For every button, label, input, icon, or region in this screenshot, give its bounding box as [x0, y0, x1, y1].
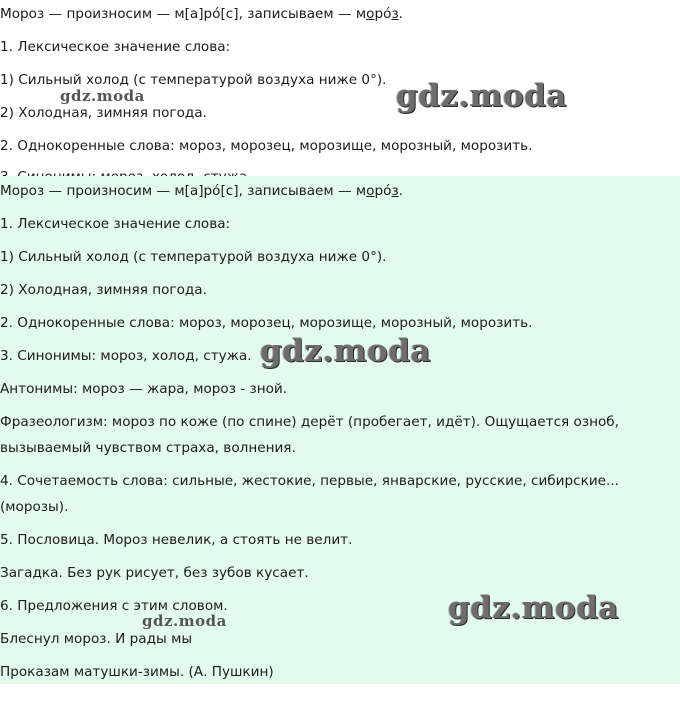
collocation-line: (морозы).	[0, 499, 69, 515]
riddle-line: Загадка. Без рук рисует, без зубов кусает.	[0, 565, 309, 581]
lexical-heading: 1. Лексическое значение слова:	[0, 39, 231, 55]
collocation-line: 4. Сочетаемость слова: сильные, жестокие, первые, январские, русские, сибирские...	[0, 473, 619, 489]
watermark-logo: gdz.moda	[260, 333, 431, 369]
pronunciation-line	[0, 4, 403, 24]
watermark-logo: gdz.moda	[60, 87, 145, 105]
lexical-heading: 1. Лексическое значение слова:	[0, 216, 231, 232]
meaning-1: 1) Сильный холод (с температурой воздуха ниже 0°).	[0, 249, 387, 265]
pronunciation-text: Мороз — произносим — м[а]ро́[с], записываем — м	[0, 183, 367, 199]
meaning-1: 1) Сильный холод (с температурой воздуха ниже 0°).	[0, 72, 387, 88]
idiom-line: вызываемый чувством страха, волнения.	[0, 440, 296, 456]
poem-line: Проказам матушки-зимы. (А. Пушкин)	[0, 664, 274, 680]
cognates-line: 2. Однокоренные слова: мороз, морозец, морозище, морозный, морозить.	[0, 315, 533, 331]
pronunciation-line	[0, 181, 403, 201]
watermark-logo: gdz.moda	[396, 78, 567, 114]
poem-line: Блеснул мороз. И рады мы	[0, 631, 193, 647]
pronunciation-text: .	[398, 183, 403, 199]
meaning-2: 2) Холодная, зимняя погода.	[0, 282, 207, 298]
cognates-line: 2. Однокоренные слова: мороз, морозец, морозище, морозный, морозить.	[0, 138, 533, 154]
pronunciation-text: Мороз — произносим — м[а]ро́[с], записываем — м	[0, 6, 367, 22]
watermark-logo: gdz.moda	[448, 590, 619, 626]
proverb-line: 5. Пословица. Мороз невелик, а стоять не велит.	[0, 532, 353, 548]
underlined-vowel: о	[366, 6, 375, 22]
pronunciation-text: .	[398, 6, 403, 22]
pronunciation-text: ро́	[374, 183, 392, 199]
underlined-consonant: з	[391, 6, 399, 22]
meaning-2: 2) Холодная, зимняя погода.	[0, 105, 207, 121]
pronunciation-text: ро́	[374, 6, 392, 22]
underlined-vowel: о	[366, 183, 375, 199]
sentences-heading: 6. Предложения с этим словом.	[0, 598, 228, 614]
idiom-line: Фразеологизм: мороз по коже (по спине) дерёт (пробегает, идёт). Ощущается озноб,	[0, 414, 620, 430]
watermark-logo: gdz.moda	[142, 612, 227, 630]
underlined-consonant: з	[391, 183, 399, 199]
synonyms-line: 3. Синонимы: мороз, холод, стужа.	[0, 348, 252, 364]
antonyms-line: Антонимы: мороз — жара, мороз - зной.	[0, 381, 288, 397]
